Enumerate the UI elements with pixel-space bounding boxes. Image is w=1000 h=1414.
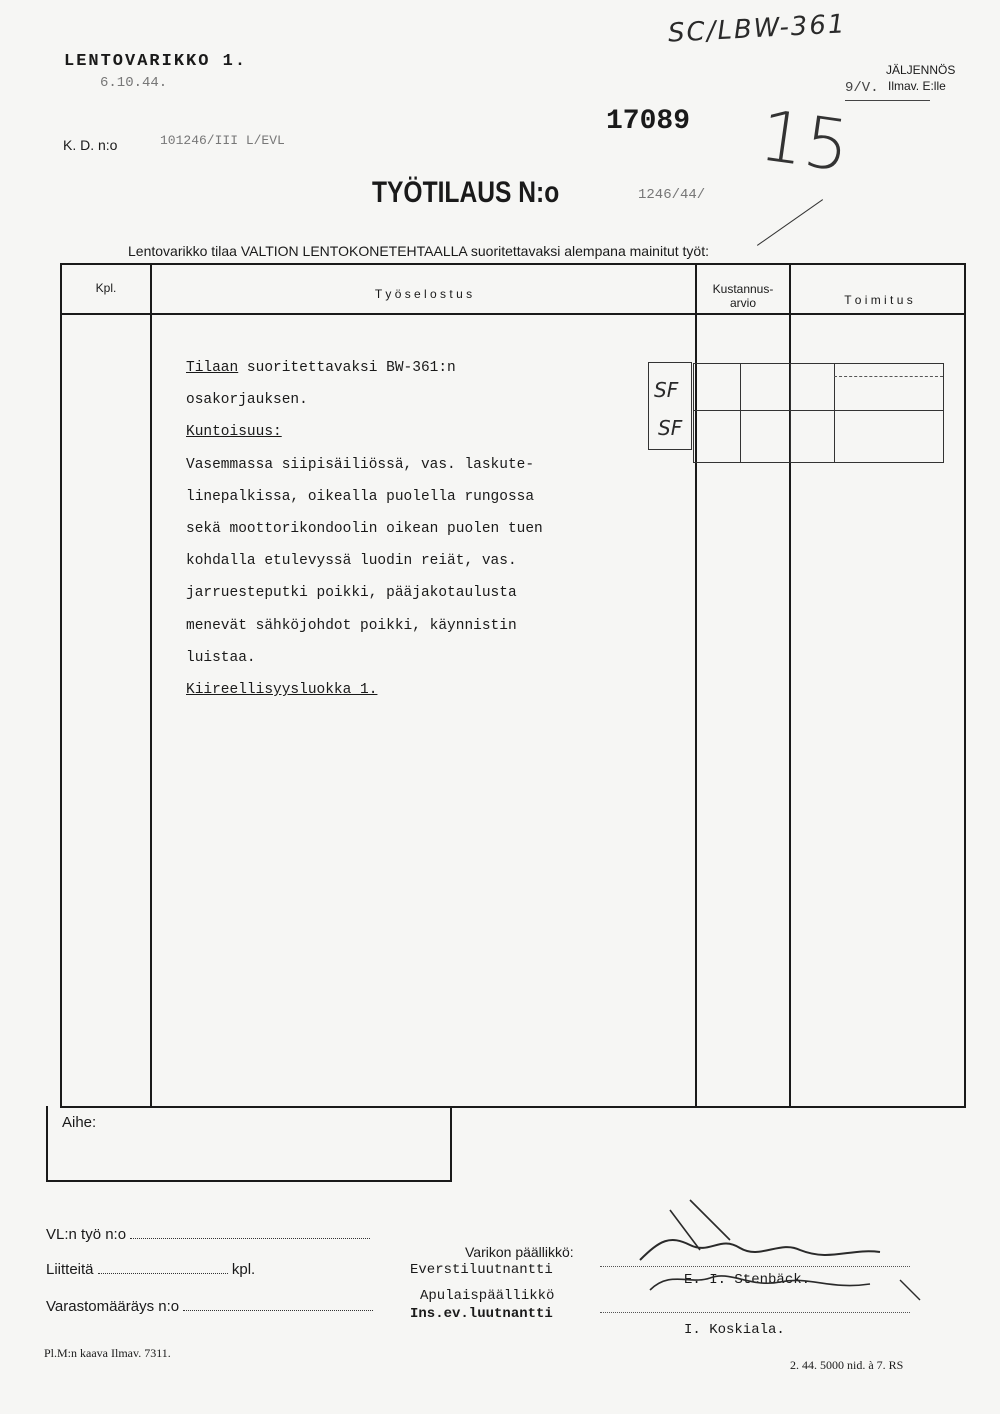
header-divider [62,313,964,315]
kd-value: 101246/III L/EVL [160,133,285,148]
subject-label: Aihe: [62,1114,97,1131]
desc-line-7: kohdalla etulevyssä luodin reiät, vas. [186,553,517,570]
deputy-name: I. Koskiala. [684,1322,785,1338]
vl-work-number [46,1224,370,1243]
deputy-label: Apulaispäällikkö [420,1288,555,1304]
order-word: Tilaan [186,360,239,376]
intro-text: Lentovarikko tilaa VALTION LENTOKONETEHTAALLA suoritettavaksi alempana mainitut työt: [128,243,709,259]
order-date: 6.10.44. [100,75,168,91]
desc-line-4: Vasemmassa siipisäiliössä, vas. laskute- [186,456,535,473]
title-number: 1246/44/ [638,187,706,203]
attachments-dotted-line [98,1259,228,1274]
chief-rank: Everstiluutnantti [410,1262,553,1278]
subject-box [46,1106,452,1182]
stamp-grid [693,363,944,463]
desc-line-9: menevät sähköjohdot poikki, käynnistin [186,617,517,634]
desc-line-5: linepalkissa, oikealla puolella rungossa [186,488,535,505]
stamp-date-line [845,100,930,101]
cost-header-line1: Kustannus- [712,282,774,296]
vl-label: VL:n työ n:o [46,1226,127,1243]
attachments-unit: kpl. [231,1261,256,1278]
kd-label: K. D. n:o [63,137,118,153]
attachments-label: Liitteitä [46,1261,94,1278]
vl-dotted-line [130,1224,370,1239]
desc-line-3: Kuntoisuus: [186,424,282,441]
form-code: Pl.M:n kaava Ilmav. 7311. [44,1346,171,1360]
warehouse-order-row [46,1296,373,1315]
warehouse-dotted-line [183,1296,373,1311]
chief-name: E. I. Stenbäck. [684,1272,811,1288]
desc-line-6: sekä moottorikondoolin oikean puolen tuen [186,521,543,538]
desc-line-2: osakorjauksen. [186,392,308,409]
work-description [186,352,706,706]
col-divider-kpl [150,265,152,1106]
desc-line-8: jarruesteputki poikki, pääjakotaulusta [186,585,517,602]
copy-recipient: Ilmav. E:lle [888,79,946,93]
chief-label: Varikon päällikkö: [465,1244,574,1260]
org-name: LENTOVARIKKO 1. [64,52,248,71]
title-text: TYÖTILAUS N:o [372,176,560,209]
handwritten-reference: SC/LBW-361 [667,9,848,49]
print-info: 2. 44. 5000 nid. à 7. RS [790,1358,904,1372]
col-header-delivery: T o i m i t u s [844,293,913,307]
col-header-cost-estimate [697,282,789,310]
stamp-date: 9/V. [845,80,879,96]
desc-line-1 [186,352,706,384]
handwritten-mark: 15 [754,94,855,188]
deputy-signature-line [600,1312,910,1313]
serial-number: 17089 [606,106,691,137]
deputy-rank: Ins.ev.luutnantti [410,1306,553,1322]
desc-line-11: Kiireellisyysluokka 1. [186,682,378,699]
stamp-mark-2: SF [658,416,683,440]
document-title [372,176,559,210]
pen-stroke [757,199,823,246]
cost-header-line2: arvio [729,296,756,310]
copy-label: JÄLJENNÖS [886,63,956,77]
stamp-mark-1: SF [654,378,679,402]
col-header-description: T y ö s e l o s t u s [374,287,473,301]
attachments-row [46,1259,255,1278]
desc-line-10: luistaa. [186,649,256,666]
warehouse-label: Varastomääräys n:o [46,1298,180,1315]
desc-line-1-rest: suoritettavaksi BW-361:n [246,360,456,376]
handwritten-signatures [630,1190,930,1310]
col-header-kpl: Kpl. [95,281,117,295]
